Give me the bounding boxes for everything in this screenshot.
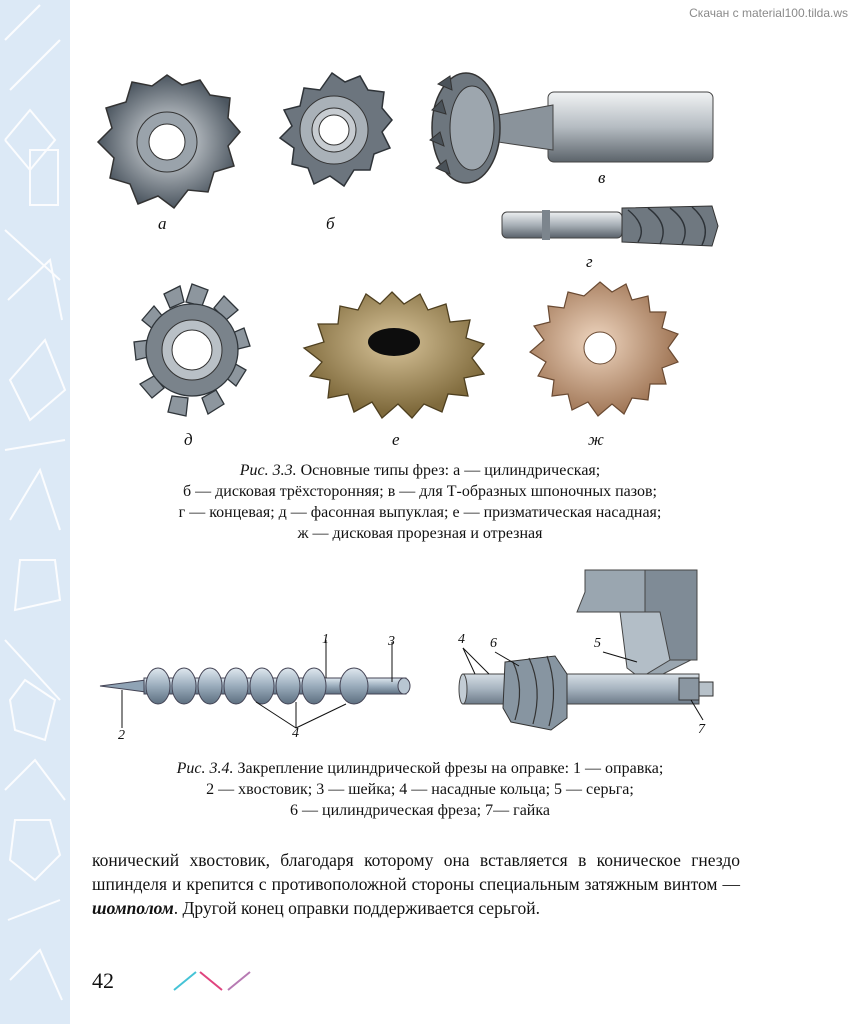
callout-5: 5 [594, 636, 601, 651]
caption-3-3-line-4: ж — дисковая прорезная и отрезная [297, 525, 543, 542]
body-text-part-2: . Другой конец оправки поддерживается серьгой. [173, 898, 541, 918]
cutter-end-mill-image [498, 202, 720, 250]
cutter-cylindrical-image [92, 70, 242, 215]
callout-3: 3 [388, 634, 395, 649]
caption-3-4-line-1: Закрепление цилиндрической фрезы на оправке: 1 — оправка; [237, 760, 664, 777]
cutter-t-slot-image [428, 70, 718, 200]
figure-3-4-ref: Рис. 3.4. [176, 760, 234, 777]
cutter-form-convex-image [130, 280, 255, 425]
body-term: шомполом [92, 898, 174, 918]
figure-3-4-caption [100, 758, 740, 821]
callout-1: 1 [322, 632, 329, 647]
decorative-lines [170, 968, 260, 994]
download-watermark: Скачан с material100.tilda.ws [689, 6, 848, 20]
callout-7: 7 [698, 722, 705, 737]
arbor-diagram-image [96, 630, 426, 750]
callout-6: 6 [490, 636, 497, 651]
caption-3-3-line-2: б — дисковая трёхсторонняя; в — для Т-образных шпоночных пазов; [182, 483, 657, 500]
cutter-prismatic-mounted-image [300, 290, 485, 420]
figure-3-3-caption [100, 460, 740, 544]
callout-2: 2 [118, 728, 125, 743]
fig-label-e: е [392, 430, 400, 449]
decorative-sidebar [0, 0, 70, 1024]
caption-3-3-line-1: Основные типы фрез: а — цилиндрическая; [300, 462, 601, 479]
fig-label-v: в [598, 168, 606, 187]
body-paragraph [92, 848, 740, 920]
fig-label-a: а [158, 214, 167, 233]
body-text-part-1: конический хвостовик, благодаря которому она вставляется в коническое гнездо шпинделя и крепится с противоположной стороны специальным затяжным винтом — [92, 850, 740, 894]
page-number: 42 [92, 968, 114, 993]
caption-3-4-line-3: 6 — цилиндрическая фреза; 7— гайка [290, 802, 550, 819]
callout-4-left: 4 [292, 726, 299, 741]
fig-label-b: б [326, 214, 335, 233]
mounting-assembly-image [455, 568, 725, 738]
cutter-slitting-saw-image [520, 280, 680, 425]
fig-label-g: г [586, 252, 593, 271]
callout-4-right: 4 [458, 632, 465, 647]
caption-3-3-line-3: г — концевая; д — фасонная выпуклая; е — призматическая насадная; [178, 504, 662, 521]
figure-3-3-ref: Рис. 3.3. [239, 462, 297, 479]
cutter-disc-three-sided-image [270, 70, 395, 205]
fig-label-zh: ж [588, 430, 604, 449]
caption-3-4-line-2: 2 — хвостовик; 3 — шейка; 4 — насадные кольца; 5 — серьга; [206, 781, 634, 798]
fig-label-d: д [184, 430, 193, 449]
